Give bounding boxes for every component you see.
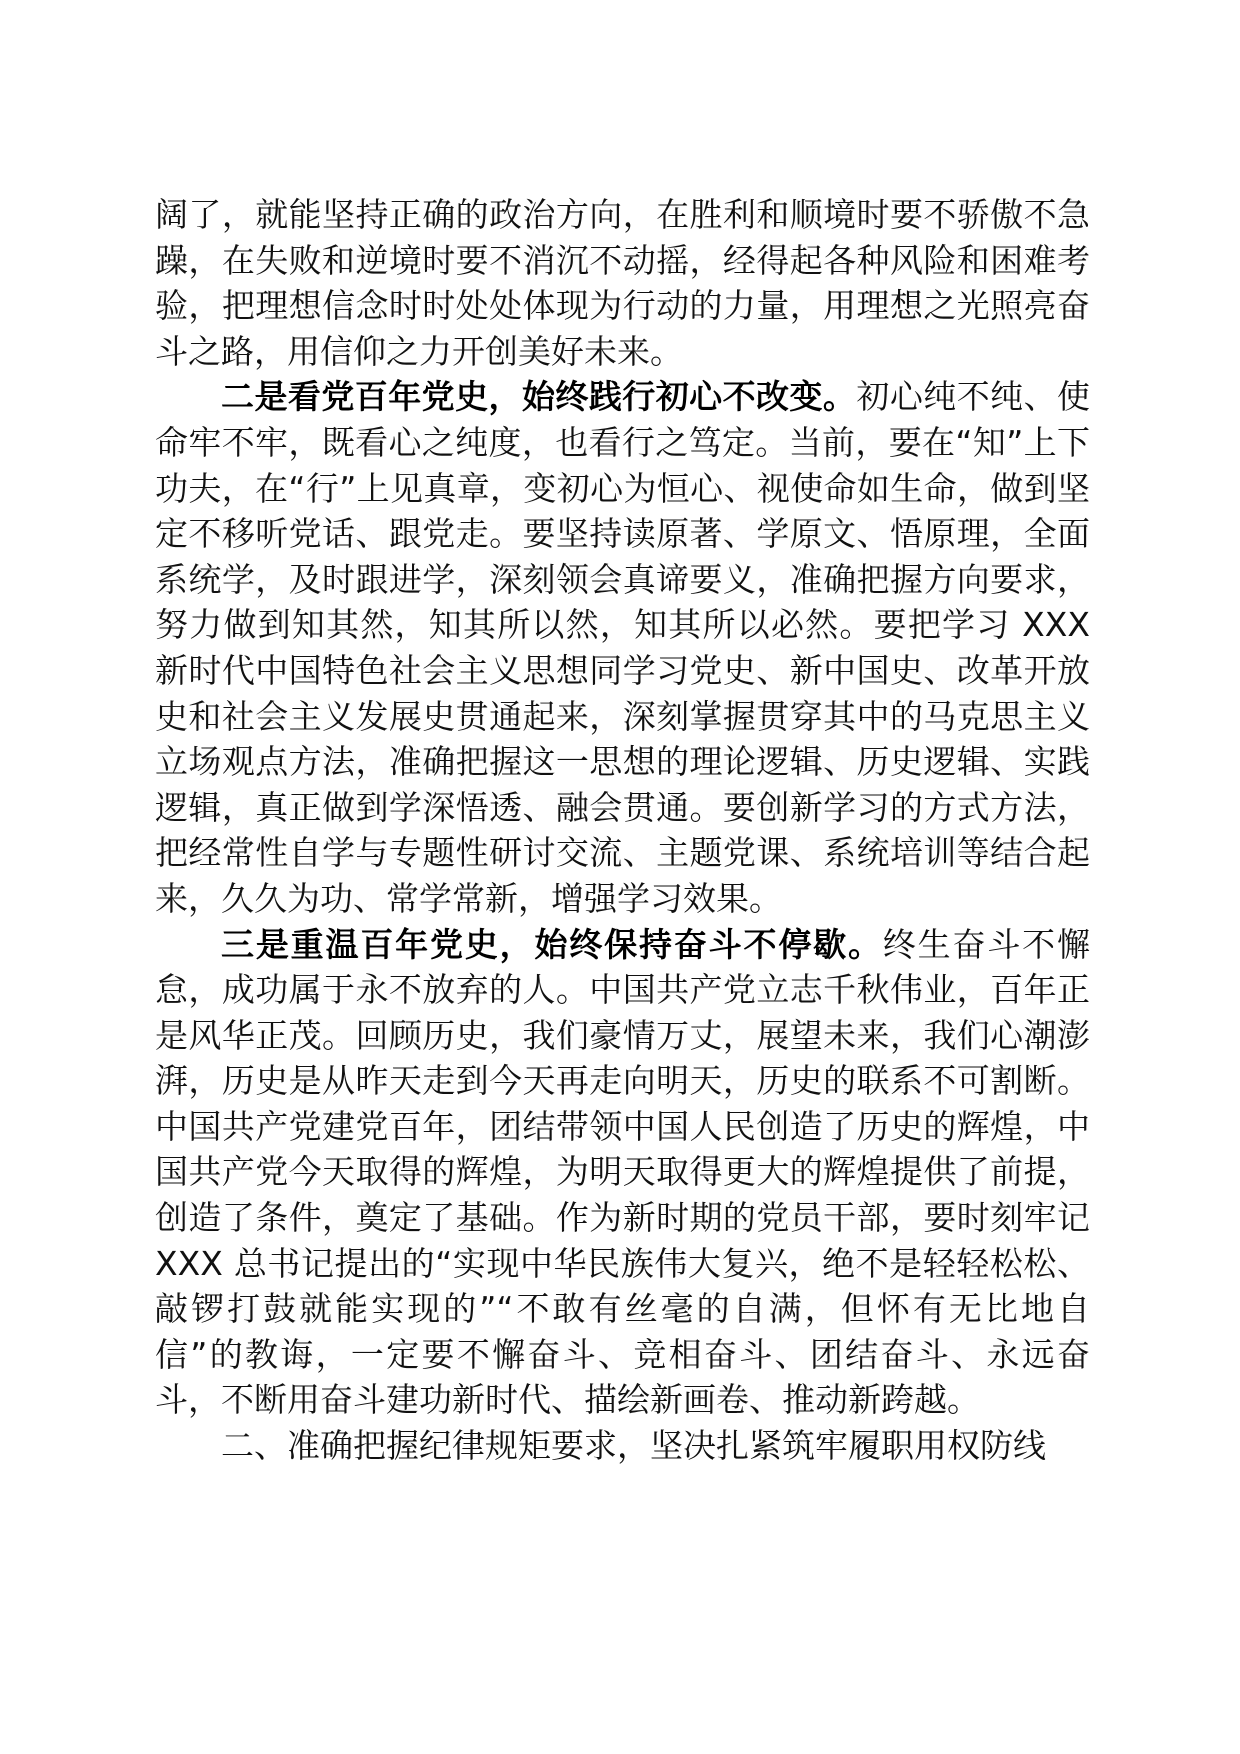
paragraph-lead-heading: 三是重温百年党史，始终保持奋斗不停歇。 (221, 924, 883, 964)
paragraph-point-two (155, 374, 1090, 921)
section-heading-text: 二、准确把握纪律规矩要求，坚决扎紧筑牢履职用权防线 (221, 1426, 1046, 1466)
section-heading (155, 1423, 1090, 1469)
paragraph-point-three (155, 922, 1090, 1424)
paragraph-text: 初心纯不纯、使命牢不牢，既看心之纯度，也看行之笃定。当前，要在“知”上下功夫，在“行”上见真章，变初心为恒心、视使命如生命，做到坚定不移听党话、跟党走。要坚持读原著、学原文、悟原理，全面系统学，及时跟进学，深刻领会真谛要义，准确把握方向要求，努力做到知其然，知其所以然，知其所以必然。要把学习 XXX 新时代中国特色社会主义思想同学习党史、新中国史、改革开放史和社会主义发展史贯通起来，深刻掌握贯穿其中的马克思主义立场观点方法，准确把握这一思想的理论逻辑、历史逻辑、实践逻辑，真正做到学深悟透、融会贯通。要创新学习的方式方法，把经常性自学与专题性研讨交流、主题党课、系统培训等结合起来，久久为功、常学常新，增强学习效果。 (155, 377, 1091, 918)
paragraph-lead-heading: 二是看党百年党史，始终践行初心不改变。 (221, 377, 857, 417)
paragraph-continuation (155, 192, 1090, 374)
document-body (155, 192, 1090, 1469)
paragraph-text: 阔了，就能坚持正确的政治方向，在胜利和顺境时要不骄傲不急躁，在失败和逆境时要不消沉不动摇，经得起各种风险和困难考验，把理想信念时时处处体现为行动的力量，用理想之光照亮奋斗之路，用信仰之力开创美好未来。 (155, 195, 1090, 371)
paragraph-text: 终生奋斗不懈怠，成功属于永不放弃的人。中国共产党立志千秋伟业，百年正是风华正茂。回顾历史，我们豪情万丈，展望未来，我们心潮澎湃，历史是从昨天走到今天再走向明天，历史的联系不可割断。中国共产党建党百年，团结带领中国人民创造了历史的辉煌，中国共产党今天取得的辉煌，为明天取得更大的辉煌提供了前提，创造了条件，奠定了基础。作为新时期的党员干部，要时刻牢记 XXX 总书记提出的“实现中华民族伟大复兴，绝不是轻轻松松、敲锣打鼓就能实现的”“不敢有丝毫的自满，但怀有无比地自信”的教诲，一定要不懈奋斗、竞相奋斗、团结奋斗、永远奋斗，不断用奋斗建功新时代、描绘新画卷、推动新跨越。 (155, 924, 1091, 1420)
